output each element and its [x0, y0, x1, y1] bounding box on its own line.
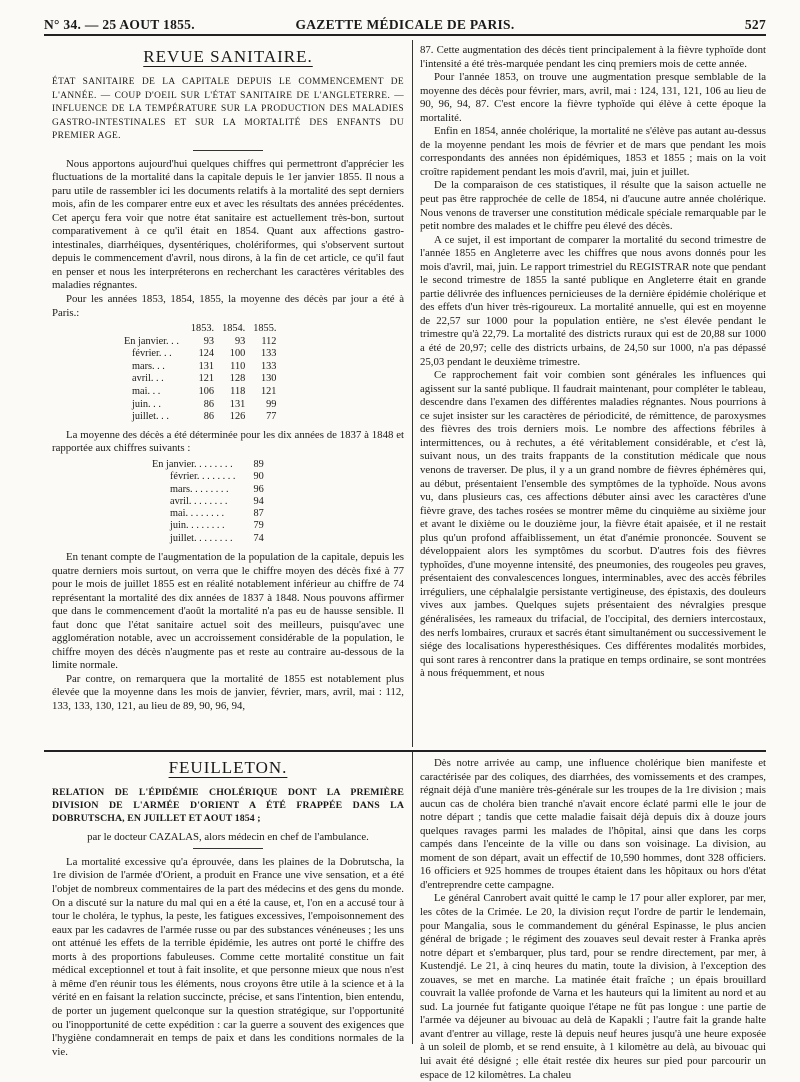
table-row	[148, 496, 268, 508]
table-cell: 128	[229, 373, 246, 385]
revue-paragraph: Enfin en 1854, année cholérique, la mortalité ne s'élève pas autant au-dessus de la moyenne pendant les mois de février et de mars que pendant les mois correspondants des années non épidémiques, 1853 et 1855 ; mais on la voit croître rapidement pendant les mois d'avril, mai, juin et juillet.	[420, 125, 766, 178]
feuilleton-right-column	[420, 757, 766, 1081]
revue-paragraph: A ce sujet, il est important de comparer la mortalité du second trimestre de l'année 1855 en Angleterre avec les chiffres que nous avons donnés pour les mois d'avril, mai, juin. Le rapport trimestriel du REGISTRAR note que pendant le second trimestre de 1855 la santé publique en Angleterre était en grande partie délivrée des influences pernicieuses de la dernière épidémie cholérique et des effets d'un hiver très-rigoureux. La mortalité annuelle, qui est en moyenne de 22,57 sur 1000 pour la population entière, ne s'est élevée pendant le trimestre qu'à 22,79. La mortalité des districts ruraux qui est de 20,88 sur 1000 a été de 20,97; celle des districts urbains, de 24,50 sur 1000, n'a pas dépassé 25,03 pendant le deuxième trimestre.	[420, 233, 766, 368]
revue-title: REVUE SANITAIRE.	[143, 47, 313, 66]
table-cell: mai. . .	[132, 386, 161, 398]
feuilleton-byline: par le docteur CAZALAS, alors médecin en chef de l'ambulance.	[87, 831, 369, 844]
column-divider-top	[412, 40, 413, 747]
revue-paragraph: La moyenne des décès a été déterminée pour les dix années de 1837 à 1848 et rapportée aux chiffres suivants :	[52, 428, 404, 455]
feuilleton-divider	[44, 750, 766, 752]
table-cell: 106	[198, 386, 215, 398]
journal-title: GAZETTE MÉDICALE DE PARIS.	[295, 17, 515, 32]
separator-rule	[193, 150, 263, 151]
table-cell: février. . .	[132, 348, 172, 360]
table-row	[148, 520, 268, 532]
table-cell: 96	[253, 483, 264, 495]
mortality-table	[120, 323, 280, 424]
table-cell: mars. . . . . . . .	[170, 483, 229, 495]
table-header-cell: 1853.	[190, 323, 215, 335]
table-cell: 93	[203, 335, 215, 347]
feuilleton-paragraph: Dès notre arrivée au camp, une influence cholérique bien manifeste et caractérisée par des coliques, des diarrhées, des vomissements et des crampes, régnait déjà d'une manière très-générale sur les troupes de la 1re division ; mais aucun cas de choléra bien tranché n'avait encore éclaté parmi elle le jour de notre départ ; tandis que cette maladie faisait déjà depuis dix à douze jours quelques ravages parmi les malades de l'hôpital, ainsi que dans les corps campés dans l'enceinte de la ville ou dans son voisinage. La division, au moment de son départ, avait un effectif de 10,590 hommes, dont 328 officiers. 16 officiers et 925 hommes de troupes étaient dans les hôpitaux ou hors d'état d'entreprendre cette campagne.	[420, 757, 766, 891]
table-cell: 77	[266, 411, 277, 423]
feuilleton-title: FEUILLETON.	[168, 758, 288, 777]
table-cell: 79	[253, 520, 264, 532]
table-header-cell: 1855.	[253, 323, 277, 335]
table-cell: mai. . . . . . . .	[170, 508, 225, 520]
page-number: 527	[744, 17, 766, 32]
table-row	[148, 484, 268, 496]
table-cell: 133	[260, 360, 277, 372]
table-cell: 110	[230, 360, 246, 372]
separator-rule	[193, 848, 263, 849]
table-cell: avril. . .	[132, 373, 164, 385]
table-cell: En janvier. . .	[124, 335, 179, 347]
revue-paragraph: En tenant compte de l'augmentation de la population de la capitale, depuis les quatre derniers mois surtout, on verra que le chiffre moyen des décès fixé à 77 pour le mois de juillet 1855 est en réalité notablement inférieur au chiffre de 74 représentant la mortalité des dix années de 1837 à 1848. Nous pouvons affirmer que dans le commencement d'août la mortalité n'a pas eu de hausse sensible. Il faut donc que l'état sanitaire actuel soit des meilleurs, puisqu'avec une agglomération notable, avec un accroissement considérable de la population, le chiffre moyen des décès n'augmente pas et reste au contraire au-dessous de la limite normale.	[52, 550, 404, 672]
table-cell: 126	[229, 411, 246, 423]
table-header-row	[120, 323, 280, 336]
table-cell: juin. . .	[132, 398, 161, 410]
table-cell: 86	[203, 411, 215, 423]
table-cell: 130	[260, 373, 277, 385]
revue-right-column	[420, 44, 766, 746]
table-row	[120, 399, 280, 412]
revue-summary: ÉTAT SANITAIRE DE LA CAPITALE DEPUIS LE COMMENCEMENT DE L'ANNÉE. — COUP D'OEIL SUR L'ÉTAT SANITAIRE DE L'ANGLETERRE. — INFLUENCE DE LA TEMPÉRATURE SUR LA PRODUCTION DES MALADIES GASTRO-INTESTINALES ET SUR LA MORTALITÉ DES ENFANTS DU PREMIER AGE.	[52, 77, 404, 141]
table-cell: 121	[260, 386, 277, 398]
table-cell: En janvier. . . . . . . .	[152, 458, 233, 470]
table-cell: février. . . . . . . .	[170, 471, 236, 483]
column-divider-bottom	[412, 752, 413, 1044]
table-row	[120, 373, 280, 386]
revue-paragraph: De la comparaison de ces statistiques, il résulte que la saison actuelle ne peut pas être rapprochée de celle de 1854, ni d'aucune autre année cholérique. Nous venons de traverser une constitution médicale spéciale remarquable par le petit nombre des malades et le chiffre peu élevé des décès.	[420, 179, 766, 233]
revue-paragraph: Pour les années 1853, 1854, 1855, la moyenne des décès par jour a été à Paris.:	[52, 292, 404, 319]
table-row	[148, 508, 268, 520]
table-cell: 124	[198, 348, 215, 360]
table-cell: 133	[260, 348, 277, 360]
table-row	[120, 348, 280, 361]
revue-paragraph: Nous apportons aujourd'hui quelques chiffres qui permettront d'apprécier les fluctuations de la mortalité dans la capitale depuis le 1er janvier 1855. Il nous a paru utile de rassembler ici les documents relatifs à la mortalité des sept derniers mois, afin de les comparer entre eux et avec les résultats des années précédentes. Cet aperçu fera voir que notre état sanitaire est actuellement très-bon, surtout comparativement à ce qu'il était en 1854. Quant aux affections gastro-intestinales, diarrhéiques, dysentériques, cholériformes, qui s'observent surtout depuis le commencement d'avril, nous dirons, à la fin de cet article, ce qu'il faut en penser et nous les interpréterons en recherchant les caractères véritables des maladies régnantes.	[52, 157, 404, 292]
issue-number: N° 34. — 25 AOUT 1855.	[44, 17, 195, 32]
table-cell: 89	[253, 458, 264, 470]
table-cell: 131	[229, 398, 246, 410]
page-header	[44, 16, 766, 36]
revue-paragraph: Par contre, on remarquera que la mortalité de 1855 est notablement plus élevée que la moyenne dans les mois de janvier, février, mars, avril, mai : 112, 133, 133, 130, 121, au lieu de 89, 90, 96, 94,	[52, 672, 404, 712]
table-cell: 121	[198, 373, 215, 385]
average-table	[148, 459, 268, 545]
table-cell: avril. . . . . . . .	[170, 495, 228, 507]
revue-paragraph: Ce rapprochement fait voir combien sont générales les influences qui agissent sur la santé publique. Il faudrait maintenant, pour compléter le tableau, descendre dans l'examen des différentes maladies régnantes. Nous pourrions à ce sujet insister sur les caractères de périodicité, de rémittence, de paroxysmes des fièvres des trois derniers mois. Le nombre des affections fébriles à intermittences, ou à rechutes, a été véritablement considérable, et c'est là, suivant nous, un des traits frappants de la constitution médicale que nous venons de traverser. De plus, il y a un grand nombre de fièvres éphémères qui, au début, présentaient l'ensemble des symptômes de la typhoïde. Nous avons vu, dans plusieurs cas, ces affections débuter ainsi avec les caractères d'une fièvre grave, des taches rosées se montrer même du cinquième au sixième jour et avant le dixième ou le douzième jour, la fièvre était apaisée, et il ne restait plus qu'un profond affaiblissement, un état d'anémie prononcée. Souvent se développaient alors les symptômes du scorbut. D'autres fois des fièvres typhoïdes, d'une moyenne intensité, des pneumonies, des rougeoles peu graves, présentaient des convalescences longues, interminables, avec des accès fébriles irréguliers, une céphalalgie persistante vertigineuse, des épistaxis, des douleurs vives aux jambes. Quelques sujets présentaient des névralgies presque généralisées, les rameaux du trifacial, de l'occipital, des derniers intercostaux, des nerfs lombaires, cruraux et sacrés étant simultanément ou successivement le siége des localisations hyperesthésiques. Ces différentes modalités morbides, qui sont rares à rencontrer dans la pratique en temps ordinaire, se sont montrées à nous fréquemment, et nous	[420, 369, 766, 680]
table-row	[148, 459, 268, 471]
revue-paragraph: 87. Cette augmentation des décès tient principalement à la fièvre typhoïde dont l'intensité a été très-marquée pendant les cinq premiers mois de cette année.	[420, 44, 766, 70]
table-cell: 86	[203, 398, 215, 410]
table-cell: 93	[234, 335, 246, 347]
table-cell: 112	[261, 335, 277, 347]
table-row	[120, 361, 280, 374]
table-row	[148, 471, 268, 483]
table-cell: 90	[253, 471, 264, 483]
table-cell: 87	[253, 508, 264, 520]
table-cell: 131	[198, 360, 215, 372]
revue-paragraph: Pour l'année 1853, on trouve une augmentation presque semblable de la moyenne des décès pour février, mars, avril, mai : 124, 131, 121, 106 au lieu de 90, 96, 94, 87. C'est encore la fièvre typhoïde qui élève à cette époque la mortalité.	[420, 71, 766, 124]
table-cell: 100	[229, 348, 246, 360]
feuilleton-subtitle: RELATION DE L'ÉPIDÉMIE CHOLÉRIQUE DONT LA PREMIÈRE DIVISION DE L'ARMÉE D'ORIENT A ÉTÉ FRAPPÉE DANS LA DOBRUTSCHA, EN JUILLET ET AOUT 1854 ;	[52, 787, 404, 824]
table-row	[120, 336, 280, 349]
table-row	[120, 411, 280, 424]
revue-left-column	[52, 46, 404, 746]
table-cell: 99	[266, 398, 277, 410]
table-cell: juillet. . .	[132, 411, 169, 423]
table-row	[148, 533, 268, 545]
feuilleton-paragraph: La mortalité excessive qu'a éprouvée, dans les plaines de la Dobrutscha, la 1re division de l'armée d'Orient, a produit en France une vive sensation, et a été l'objet de nombreux commentaires de la part des médecins et des gens du monde. On a discuté sur la nature du mal qui en a été la cause, et, l'on en a accusé tour à tour le choléra, le typhus, la peste, les fatigues excessives, l'empoisonnement des eaux par les cadavres de l'armée russe ou par des substances vénéneuses ; les uns ont atténué les effets de la terrible épidémie, les autres ont porté le chiffre des morts à des proportions fabuleuses. Comme cette mortalité constitue un fait médical exceptionnel et tout à fait insolite, et que personne mieux que nous n'est à même d'en réunir tous les éléments, nous croyons être utile à la science et à la vérité en en faisant la relation succincte, précise, et sans l'intention, bien entendu, de porter un jugement quelconque sur la question stratégique, sur l'opportunité ou l'inopportunité de cette expédition : car la guerre a souvent des exigences que l'hygiène condamnerait en temps de paix et dans les conditions normales de la vie.	[52, 855, 404, 1058]
table-cell: juin. . . . . . . .	[170, 520, 225, 532]
table-cell: juillet. . . . . . . .	[170, 532, 233, 544]
table-cell: mars. . .	[132, 360, 165, 372]
table-cell: 74	[253, 532, 264, 544]
table-cell: 118	[230, 386, 246, 398]
table-row	[120, 386, 280, 399]
feuilleton-left-column	[52, 757, 404, 1058]
feuilleton-paragraph: Le général Canrobert avait quitté le camp le 17 pour aller explorer, par mer, les côtes de la Crimée. Le 20, la division reçut l'ordre de partir le lendemain, pour Mangalia, sous le commandement du général Espinasse, le plus ancien général de brigade ; le régiment des zouaves seul devait rester à Franka après notre départ et s'embarquer, plus tard, pour se rendre directement, par mer, à Kustendjé. Le 21, à cinq heures du matin, toute la division, à l'exception des zouaves, se met en marche. La matinée était fraîche ; un épais brouillard couvrait la vallée profonde de Varna et les hauteurs qui la limitent au nord et au sud. La journée fut fatigante quoique l'étape ne fût pas longue : une partie de l'armée va déjeuner au bivouac au delà de Kapakli ; l'autre fait la grande halte avant d'entrer au village, reste là depuis neuf heures jusqu'à une heure exposée à un soleil de plomb, et se rend ensuite, à 1 kilomètre au delà, au bivouac qui lui avait été désigné ; elle était restée dix heures sur pied pour parcourir un espace de 12 kilomètres. La chaleu	[420, 892, 766, 1081]
table-cell: 94	[253, 495, 264, 507]
table-header-cell: 1854.	[222, 323, 246, 335]
